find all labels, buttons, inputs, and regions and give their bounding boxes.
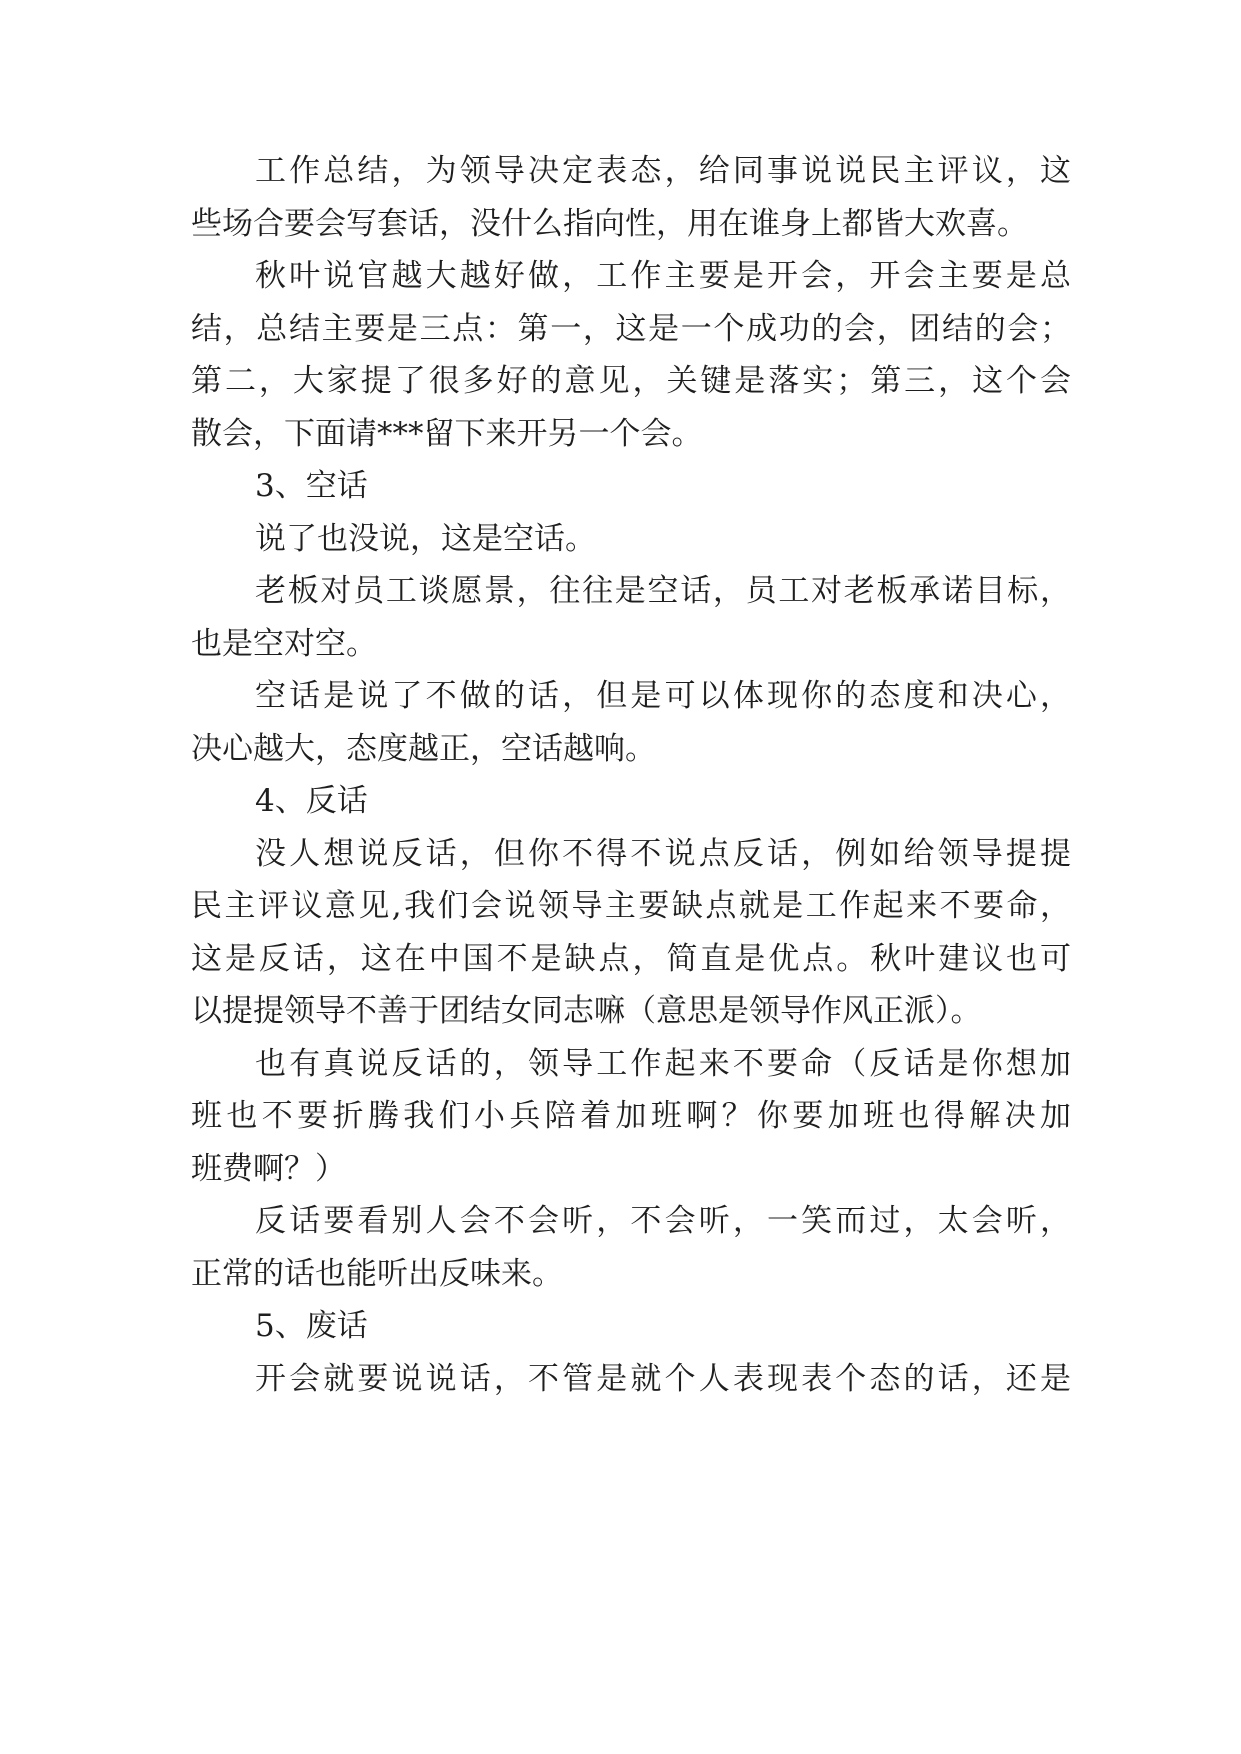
text-line: 也有真说反话的，领导工作起来不要命（反话是你想加 xyxy=(255,1045,1071,1082)
text-line: 老板对员工谈愿景，往往是空话，员工对老板承诺目标， xyxy=(255,573,1071,609)
text-line: 这是反话，这在中国不是缺点，简直是优点。秋叶建议也可 xyxy=(191,940,1071,977)
text-line: 空话是说了不做的话，但是可以体现你的态度和决心， xyxy=(255,678,1071,714)
text-line: 班费啊？） xyxy=(191,1150,346,1187)
text-line: 5、废话 xyxy=(255,1308,368,1344)
text-line: 也是空对空。 xyxy=(191,625,377,662)
text-line: 班也不要折腾我们小兵陪着加班啊？你要加班也得解决加 xyxy=(191,1098,1071,1134)
text-line: 工作总结，为领导决定表态，给同事说说民主评议，这 xyxy=(255,153,1071,189)
text-line: 反话要看别人会不会听，不会听，一笑而过，太会听， xyxy=(255,1203,1071,1239)
text-line: 决心越大，态度越正，空话越响。 xyxy=(191,730,656,767)
text-line: 没人想说反话，但你不得不说点反话，例如给领导提提 xyxy=(255,835,1071,872)
text-line: 秋叶说官越大越好做，工作主要是开会，开会主要是总 xyxy=(255,258,1071,294)
text-line: 散会，下面请***留下来开另一个会。 xyxy=(191,415,703,452)
text-line: 些场合要会写套话，没什么指向性，用在谁身上都皆大欢喜。 xyxy=(191,205,1028,242)
text-line: 说了也没说，这是空话。 xyxy=(255,520,596,557)
text-line: 4、反话 xyxy=(255,783,368,819)
text-line: 结，总结主要是三点：第一，这是一个成功的会，团结的会； xyxy=(191,310,1071,347)
text-line: 以提提领导不善于团结女同志嘛（意思是领导作风正派）。 xyxy=(191,993,982,1029)
text-line: 开会就要说说话，不管是就个人表现表个态的话，还是 xyxy=(255,1360,1071,1397)
text-line: 3、空话 xyxy=(255,468,368,504)
text-line: 民主评议意见,我们会说领导主要缺点就是工作起来不要命， xyxy=(191,888,1071,924)
text-line: 正常的话也能听出反味来。 xyxy=(191,1255,563,1292)
text-line: 第二，大家提了很多好的意见，关键是落实；第三，这个会 xyxy=(191,363,1071,399)
